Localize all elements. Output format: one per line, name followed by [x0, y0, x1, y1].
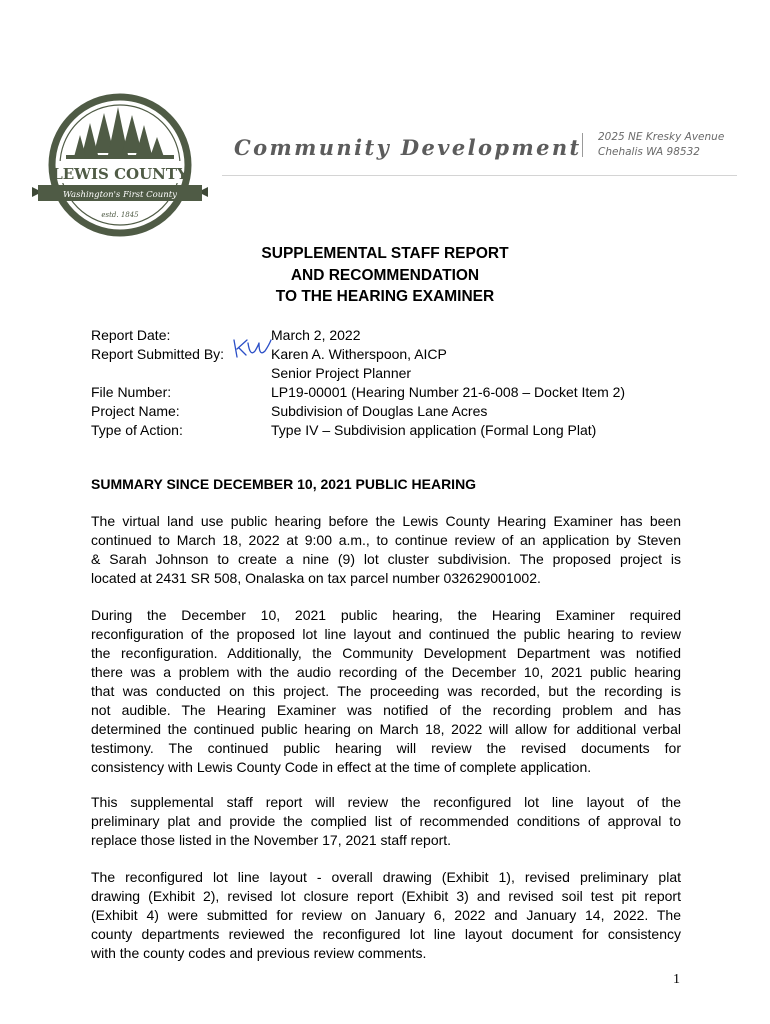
meta-value: Type IV – Subdivision application (Formal Long Plat): [271, 422, 597, 438]
text-line: The reconfigured lot line layout - overall drawing (Exhibit 1), revised preliminary plat: [91, 869, 681, 885]
header-rule: [222, 175, 737, 176]
text-line: The virtual land use public hearing before the Lewis County Hearing Examiner has been: [91, 513, 681, 529]
meta-label: Project Name:: [91, 403, 180, 419]
text-line: not audible. The Hearing Examiner was notified of the recording problem and has: [91, 702, 681, 718]
text-line: & Sarah Johnson to create a nine (9) lot cluster subdivision. The proposed project is: [91, 551, 681, 567]
text-line: that was conducted on this project. The proceeding was recorded, but the recording is: [91, 683, 681, 699]
handwritten-initials-signature: [231, 337, 275, 359]
meta-row-file-number: [91, 383, 711, 402]
text-line: with the county codes and previous review comments.: [91, 945, 427, 961]
text-line: (Exhibit 4) were submitted for review on January 6, 2022 and January 14, 2022. The: [91, 907, 681, 923]
text-line: replace those listed in the November 17, 2021 staff report.: [91, 832, 452, 848]
meta-value: March 2, 2022: [271, 327, 361, 343]
text-line: county departments reviewed the reconfigured lot line layout document for consistency: [91, 926, 681, 942]
department-address: [598, 130, 724, 160]
text-line: drawing (Exhibit 2), revised lot closure report (Exhibit 3) and revised soil test pit report: [91, 888, 681, 904]
meta-label: Report Submitted By:: [91, 346, 225, 362]
text-line: preliminary plat and provide the complied list of recommended conditions of approval to: [91, 813, 681, 829]
paragraph-2: [91, 606, 681, 777]
address-line-1: 2025 NE Kresky Avenue: [598, 131, 725, 143]
meta-row-report-date: [91, 326, 711, 345]
paragraph-4: [91, 868, 681, 963]
title-line-2: AND RECOMMENDATION: [290, 266, 480, 284]
meta-row-type-of-action: [91, 421, 711, 440]
text-line: the reconfiguration. Additionally, the Community Development Department was notified: [91, 645, 681, 661]
text-line: there was a problem with the audio recording of the December 10, 2021 public hearing: [91, 664, 681, 680]
meta-row-project-name: [91, 402, 711, 421]
text-line: This supplemental staff report will review the reconfigured lot line layout of the: [91, 794, 681, 810]
lewis-county-seal-logo: [30, 93, 216, 239]
seal-established: estd. 1845: [101, 211, 139, 219]
text-line: testimony. The continued public hearing will review the revised documents for: [91, 740, 681, 756]
paragraph-1: [91, 512, 681, 588]
report-title: [0, 243, 770, 308]
meta-value: Karen A. Witherspoon, AICP: [271, 346, 447, 362]
meta-label: File Number:: [91, 384, 172, 400]
meta-label: Type of Action:: [91, 422, 183, 438]
meta-value: Senior Project Planner: [271, 365, 412, 381]
text-line: determined the continued public hearing on March 18, 2022 will allow for additional verbal: [91, 721, 681, 737]
meta-label: Report Date:: [91, 327, 171, 343]
seal-county-name: LEWIS COUNTY: [52, 165, 188, 183]
page-number: 1: [673, 972, 680, 987]
meta-value: Subdivision of Douglas Lane Acres: [271, 403, 488, 419]
meta-value: LP19-00001 (Hearing Number 21-6-008 – Docket Item 2): [271, 384, 626, 400]
section-heading: SUMMARY SINCE DECEMBER 10, 2021 PUBLIC HEARING: [91, 476, 477, 492]
title-line-3: TO THE HEARING EXAMINER: [275, 288, 495, 305]
header-divider: [582, 133, 583, 157]
text-line: continued to March 18, 2022 at 9:00 a.m., to continue review of an application by Steven: [91, 532, 681, 548]
address-line-2: Chehalis WA 98532: [598, 146, 700, 158]
department-name: Community Development: [234, 135, 582, 160]
paragraph-3: [91, 793, 681, 850]
text-line: reconfiguration of the proposed lot line layout and continued the public hearing to review: [91, 626, 681, 642]
text-line: During the December 10, 2021 public hearing, the Hearing Examiner required: [91, 607, 681, 623]
report-meta: [91, 326, 711, 440]
text-line: located at 2431 SR 508, Onalaska on tax parcel number 032629001002.: [91, 570, 541, 586]
meta-row-title: [91, 364, 711, 383]
seal-tagline: Washington's First County: [63, 190, 177, 200]
text-line: consistency with Lewis County Code in effect at the time of complete application.: [91, 759, 592, 775]
meta-row-submitted-by: [91, 345, 711, 364]
title-line-1: SUPPLEMENTAL STAFF REPORT: [261, 245, 509, 262]
